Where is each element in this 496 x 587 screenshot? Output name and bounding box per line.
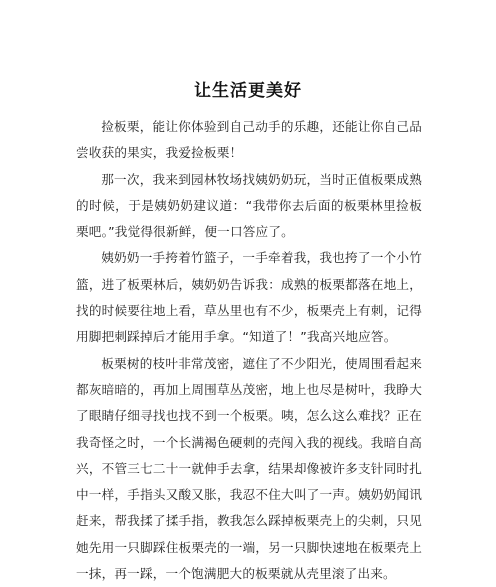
paragraph-3: 姨奶奶一手挎着竹篮子，一手牵着我，我也挎了一个小竹篮，进了板栗林后，姨奶奶告诉我：成熟的板栗都落在地上，找的时候要往地上看，草丛里也有不少，板栗壳上有刺，记得用脚把刺踩掉后才能用手拿。“知道了！”我高兴地应答。 <box>76 250 422 345</box>
document-title: 让生活更美好 <box>194 81 302 101</box>
paragraph-4: 板栗树的枝叶非常茂密，遮住了不少阳光，使周围看起来都灰暗暗的，再加上周围草丛茂密，地上也尽是树叶，我睁大了眼睛仔细寻找也找不到一个板栗。咦，怎么这么难找？正在我奇怪之时，一个长满褐色硬刺的壳闯入我的视线。我暗自高兴，不管三七二十一就伸手去拿，结果却像被许多支针同时扎中一样，手指头又酸又胀，我忍不住大叫了一声。姨奶奶闻讯赶来，帮我揉了揉手指，教我怎么踩掉板栗壳上的尖刺，只见她先用一只脚踩住板栗壳的一端，另一只脚快速地在板栗壳上一抹，再一踩，一个饱满肥大的板栗就从壳里滚了出来。 <box>76 355 422 582</box>
paragraph-1: 捡板栗，能让你体验到自己动手的乐趣，还能让你自己品尝收获的果实，我爱捡板栗！ <box>76 119 422 161</box>
paragraph-2: 那一次，我来到园林牧场找姨奶奶玩，当时正值板栗成熟的时候，于是姨奶奶建议道：“我带你去后面的板栗林里捡板栗吧。”我觉得很新鲜，便一口答应了。 <box>76 171 422 240</box>
document-body <box>76 114 422 587</box>
